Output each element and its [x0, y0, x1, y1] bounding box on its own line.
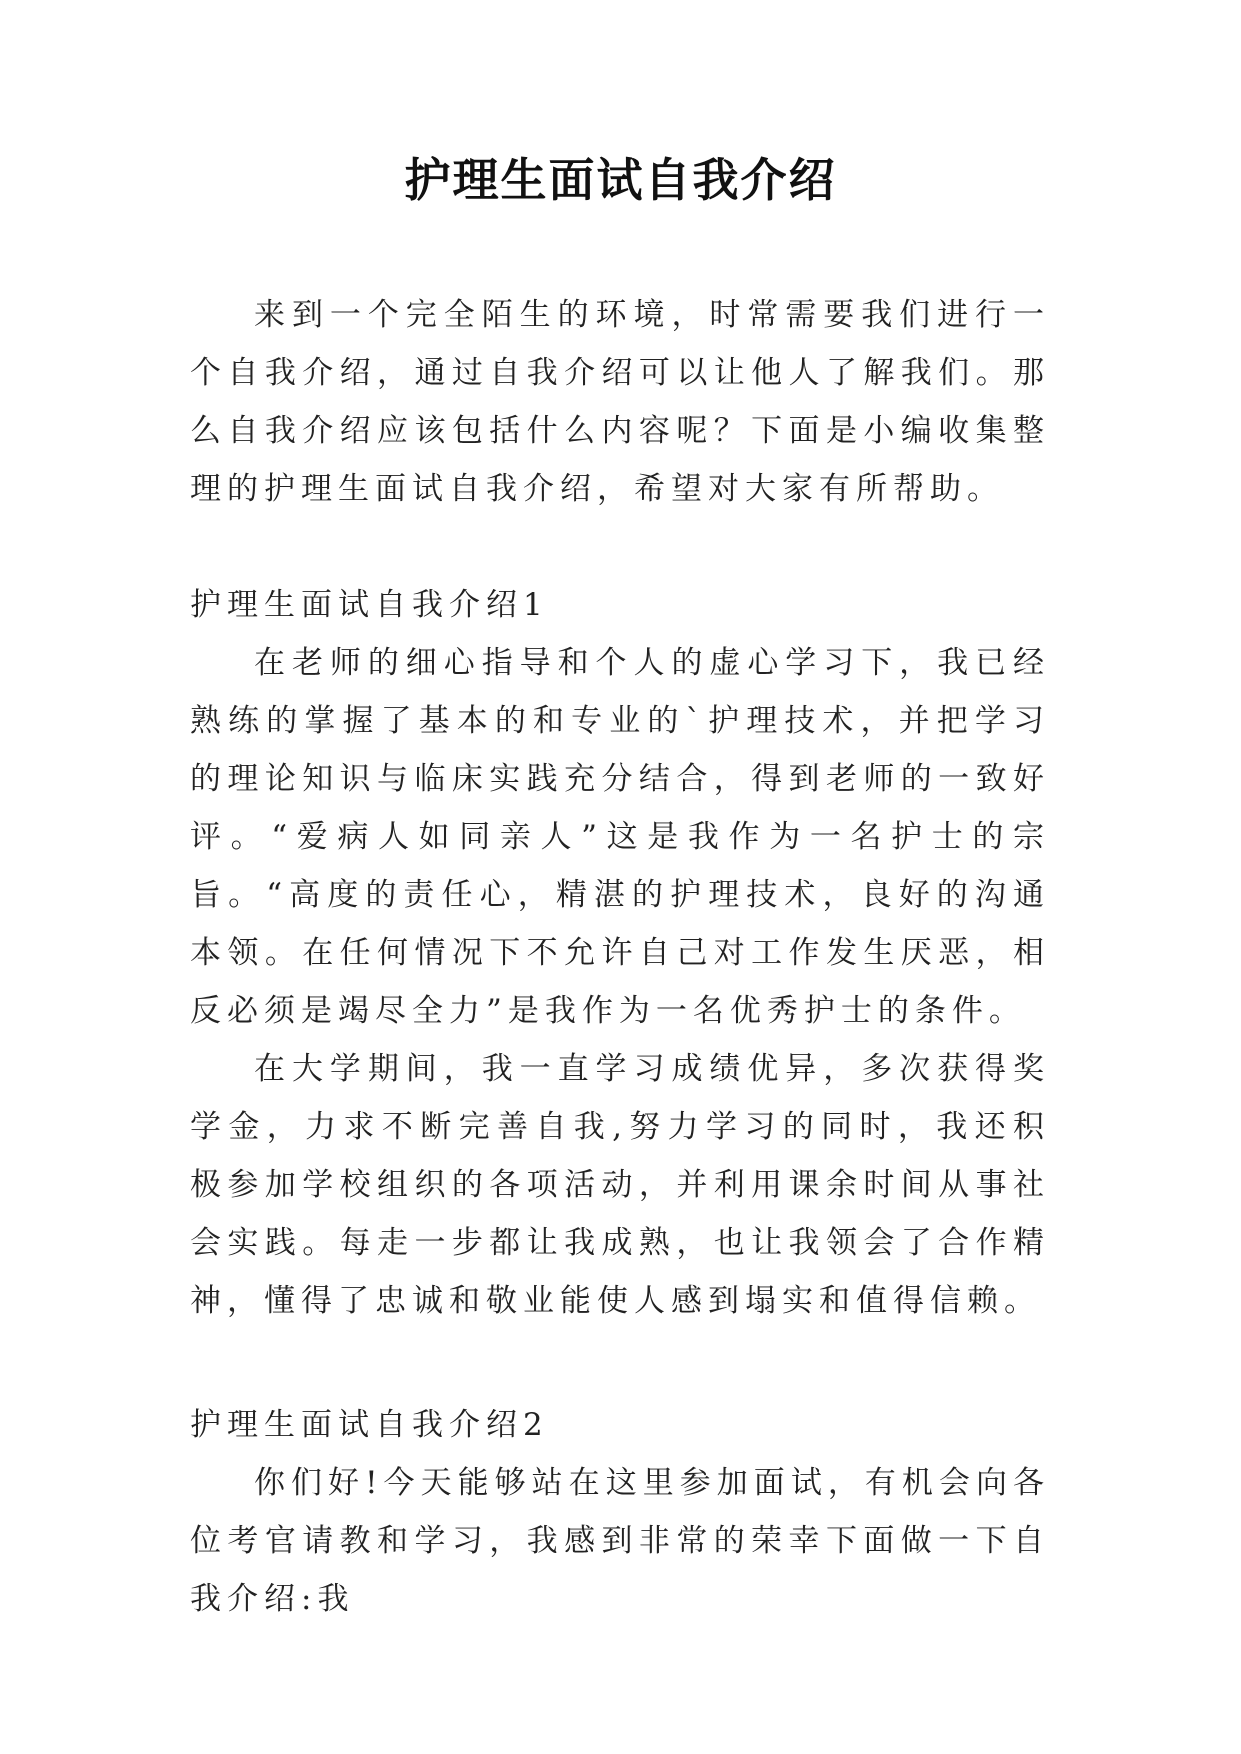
intro-block: [190, 286, 1050, 518]
section-heading: 护理生面试自我介绍1: [190, 587, 549, 623]
intro-paragraph: 来到一个完全陌生的环境，时常需要我们进行一个自我介绍，通过自我介绍可以让他人了解我们。那么自我介绍应该包括什么内容呢？下面是小编收集整理的护理生面试自我介绍，希望对大家有所帮助。: [190, 297, 1050, 507]
section-paragraph: 在大学期间，我一直学习成绩优异，多次获得奖学金，力求不断完善自我,努力学习的同时，我还积极参加学校组织的各项活动，并利用课余时间从事社会实践。每走一步都让我成熟，也让我领会了合作精神，懂得了忠诚和敬业能使人感到塌实和值得信赖。: [190, 1051, 1050, 1319]
section-2: [190, 1396, 1050, 1628]
section-paragraph: 在老师的细心指导和个人的虚心学习下，我已经熟练的掌握了基本的和专业的`护理技术，并把学习的理论知识与临床实践充分结合，得到老师的一致好评。“爱病人如同亲人”这是我作为一名护士的宗旨。“高度的责任心，精湛的护理技术，良好的沟通本领。在任何情况下不允许自己对工作发生厌恶，相反必须是竭尽全力”是我作为一名优秀护士的条件。: [190, 645, 1050, 1029]
section-paragraph: 你们好!今天能够站在这里参加面试，有机会向各位考官请教和学习，我感到非常的荣幸下面做一下自我介绍:我: [190, 1465, 1050, 1617]
section-1: [190, 576, 1050, 1330]
section-heading: 护理生面试自我介绍2: [190, 1407, 549, 1443]
document-title: 护理生面试自我介绍: [404, 153, 837, 207]
